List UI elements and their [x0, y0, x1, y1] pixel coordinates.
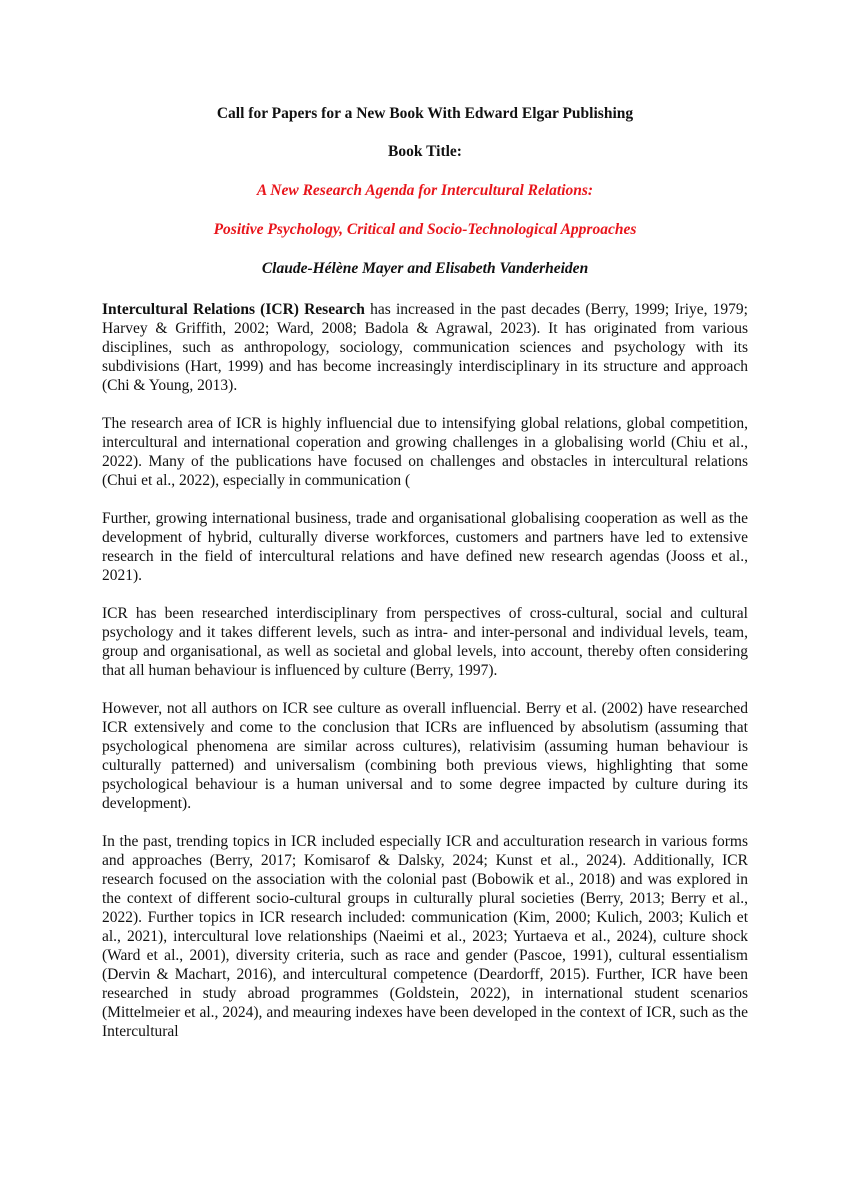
paragraph-3: Further, growing international business, trade and organisational globalising cooperation as well as the development of hybrid, culturally diverse workforces, customers and partners have led to extensive research in the field of intercultural relations and have defined new research agendas (Jooss et al., 2021). — [102, 510, 748, 584]
paragraph-1-lead: Intercultural Relations (ICR) Research — [102, 301, 365, 318]
book-title-line-1: A New Research Agenda for Intercultural Relations: — [256, 182, 594, 199]
document-page — [102, 104, 748, 1041]
call-for-papers-heading: Call for Papers for a New Book With Edward Elgar Publishing — [216, 105, 634, 122]
paragraph-4: ICR has been researched interdisciplinary from perspectives of cross-cultural, social and cultural psychology and it takes different levels, such as intra- and inter-personal and individual levels, team, group and organisational, as well as societal and global levels, into account, thereby often considering that all human behaviour is influenced by culture (Berry, 1997). — [102, 605, 748, 679]
paragraph-5: However, not all authors on ICR see culture as overall influencial. Berry et al. (2002) have researched ICR extensively and come to the conclusion that ICRs are influenced by absolutism (assuming that psychological phenomena are similar across cultures), relativisim (assuming human behaviour is culturally patterned) and universalism (combining both previous views, highlighting that some psychological behaviour is a human universal and to some degree impacted by culture during its development). — [102, 700, 748, 812]
authors-line: Claude-Hélène Mayer and Elisabeth Vanderheiden — [261, 260, 589, 277]
paragraph-6: In the past, trending topics in ICR included especially ICR and acculturation research in various forms and approaches (Berry, 2017; Komisarof & Dalsky, 2024; Kunst et al., 2024). Additionally, ICR research focused on the association with the colonial past (Bobowik et al., 2018) and was explored in the context of different socio-cultural groups in culturally plural societies (Berry, 2013; Berry et al., 2022). Further topics in ICR research included: communication (Kim, 2000; Kulich, 2003; Kulich et al., 2021), intercultural love relationships (Naeimi et al., 2023; Yurtaeva et al., 2024), culture shock (Ward et al., 2001), diversity criteria, such as race and gender (Pascoe, 1991), cultural essentialism (Dervin & Machart, 2016), and intercultural competence (Deardorff, 2015). Further, ICR have been researched in study abroad programmes (Goldstein, 2022), in international student scenarios (Mittelmeier et al., 2024), and meauring indexes have been developed in the context of ICR, such as the Intercultural — [102, 833, 748, 1040]
book-title-line-2: Positive Psychology, Critical and Socio-Technological Approaches — [213, 221, 637, 238]
book-title-label: Book Title: — [388, 143, 462, 160]
paragraph-2: The research area of ICR is highly influencial due to intensifying global relations, global competition, intercultural and international coperation and growing challenges in a globalising world (Chiu et al., 2022). Many of the publications have focused on challenges and obstacles in intercultural relations (Chui et al., 2022), especially in communication ( — [102, 415, 748, 489]
paragraph-1-text: has increased in the past decades (Berry, 1999; Iriye, 1979; Harvey & Griffith, 2002; Ward, 2008; Badola & Agrawal, 2023). It has originated from various disciplines, such as anthropology, sociology, communication sciences and psychology with its subdivisions (Hart, 1999) and has become increasingly interdisciplinary in its structure and approach (Chi & Young, 2013). — [102, 301, 748, 394]
paragraph-1 — [102, 300, 748, 395]
